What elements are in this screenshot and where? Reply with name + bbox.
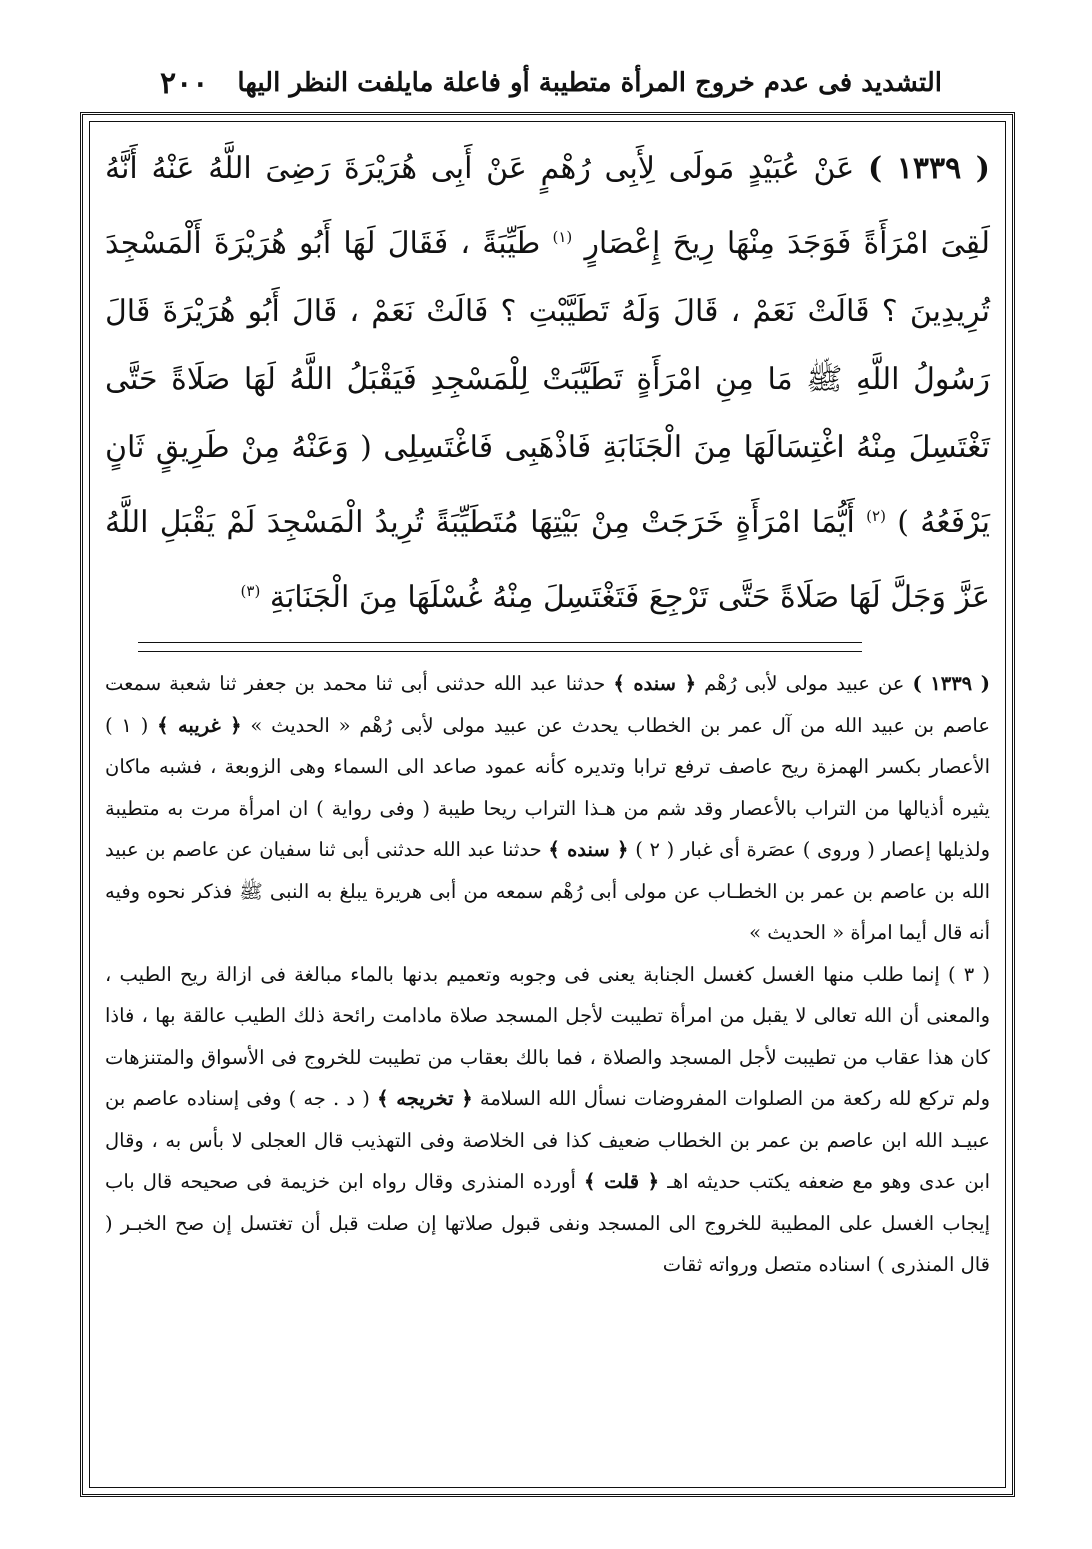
- commentary-paragraph-2: [105, 954, 990, 1286]
- commentary-text: أورده المنذرى وقال رواه ابن خزيمة فى صحيحه قال باب إيجاب الغسل على المطيبة للخروج الى المسجد ونفى قبول صلاتها إن صلت قبل أن تغتسل إن صح الخبـر ( قال المنذرى ) اسناده متصل ورواته ثقات: [105, 1170, 990, 1276]
- hadith-text-part-2: طَيِّبَةً ، فَقَالَ لَهَا أَبُو هُرَيْرَةَ أَلْمَسْجِدَ تُرِيدِينَ ؟ قَالَتْ نَعَمْ ، قَالَ وَلَهُ تَطَيَّبْتِ ؟ فَالَتْ نَعَمْ ، قَالَ أَبُو هُرَيْرَةَ قَالَ رَسُولُ اللَّهِ ﷺ مَا مِنِ امْرَأَةٍ تَطَيَّبَتْ لِلْمَسْجِدِ فَيَقْبَلُ اللَّهُ لَهَا صَلَاةً حَتَّى تَغْتَسِلَ مِنْهُ اغْتِسَالَهَا مِنَ الْجَنَابَةِ فَاذْهَبِى فَاغْتَسِلِى ( وَعَنْهُ مِنْ طَرِيقٍ ثَانٍ يَرْفَعُهُ ): [105, 226, 990, 540]
- commentary: [105, 663, 990, 1483]
- page-number: ٢٠٠: [160, 65, 209, 101]
- commentary-text: ( د . جه ) وفى إسناده عاصم بن عبيـد الله ابن عاصم بن عمر بن الخطاب ضعيف كذا فى الخلاصة وفى التهذيب قال العجلى لا بأس به ، وقال ابن عدى وهو مع ضعفه يكتب حديثه اهـ: [105, 1087, 991, 1193]
- page-frame: [80, 112, 1015, 1497]
- commentary-paragraph-1: [105, 663, 990, 954]
- gharib-marker: ﴿ غريبه ﴾: [157, 713, 242, 737]
- commentary-text: ( ٣ ) إنما طلب منها الغسل كغسل الجنابة يعنى فى وجوبه وتعميم بدنها بالماء مبالغة فى ازالة ريح الطيب ، والمعنى أن الله تعالى لا يقبل من امرأة تطيبت لأجل المسجد صلاة مادامت رائحة ذلك الطيب عالقة بها ، فاذا كان هذا عقاب من تطيبت لأجل المسجد والصلاة ، فما بالك بعقاب من تطيبت للخروج فى الأسواق والمتنزهات ولم تركع لله ركعة من الصلوات المفروضات نسأل الله السلامة: [105, 962, 990, 1110]
- footnote-ref-3: (٣): [240, 582, 261, 600]
- page-header: [160, 60, 942, 106]
- sanad-marker: ﴿ سنده ﴾: [613, 672, 697, 695]
- footnote-ref-1: (١): [552, 228, 573, 246]
- commentary-text: ( ١ ) الأعصار بكسر الهمزة ريح عاصف ترفع ترابا وتديره كأنه عمود صاعد الى السماء وهى الزوبعة ، فشبه ماكان يثيره أذيالها من التراب بالأعصار وقد شم من هـذا التراب ريحا طيبة ( وفى رواية ) ان امرأة مرت به متطيبة ولذيلها إعصار ( وروى ) عصَرة أى غبار ( ٢ ): [105, 713, 991, 861]
- commentary-hadith-number: ( ١٣٣٩ ): [912, 672, 990, 695]
- footnote-ref-2: (٢): [866, 507, 886, 525]
- hadith-text: [105, 135, 990, 625]
- hadith-paragraph: [105, 135, 990, 632]
- commentary-text: عن عبيد مولى لأبى رُهْم: [704, 672, 905, 695]
- hadith-text-part-1: عَنْ عُبَيْدٍ مَولَى لِأَبِى رُهْمٍ عَنْ أَبِى هُرَيْرَةَ رَضِىَ اللَّهُ عَنْهُ أَنَّهُ لَقِىَ امْرَأَةً فَوَجَدَ مِنْهَا رِيحَ إِعْصَارٍ: [105, 151, 990, 261]
- qult-marker: ﴿ قلت ﴾: [584, 1170, 660, 1193]
- section-divider: [138, 642, 862, 652]
- commentary-text: حدثنا عبد الله حدثنى أبى ثنا سفيان عن عاصم بن عبيد الله بن عاصم بن عمر بن الخطـاب عن مولى أبى رُهْم سمعه من أبى هريرة يبلغ به النبى ﷺ فذكر نحوه وفيه أنه قال أيما امرأة « الحديث »: [105, 838, 990, 944]
- commentary-text: حدثنا عبد الله حدثنى أبى ثنا محمد بن جعفر ثنا شعبة سمعت عاصم بن عبيد الله من آل عمر بن الخطاب يحدث عن عبيد مولى لأبى رُهْم « الحديث »: [105, 672, 990, 737]
- hadith-text-part-3: أَيُّمَا امْرَأَةٍ خَرَجَتْ مِنْ بَيْتِهَا مُتَطَيِّبَةً تُرِيدُ الْمَسْجِدَ لَمْ يَقْبَلِ اللَّهُ عَزَّ وَجَلَّ لَهَا صَلَاةً حَتَّى تَرْجِعَ فَتَغْتَسِلَ مِنْهُ غُسْلَهَا مِنَ الْجَنَابَةِ: [105, 505, 990, 615]
- hadith-number: ( ١٣٣٩ ): [867, 151, 990, 186]
- running-title: التشديد فى عدم خروج المرأة متطيبة أو فاعلة مايلفت النظر اليها: [237, 68, 942, 98]
- takhrij-marker: ﴿ تخريجه ﴾: [377, 1087, 473, 1110]
- sanad-marker-2: ﴿ سنده ﴾: [548, 838, 629, 861]
